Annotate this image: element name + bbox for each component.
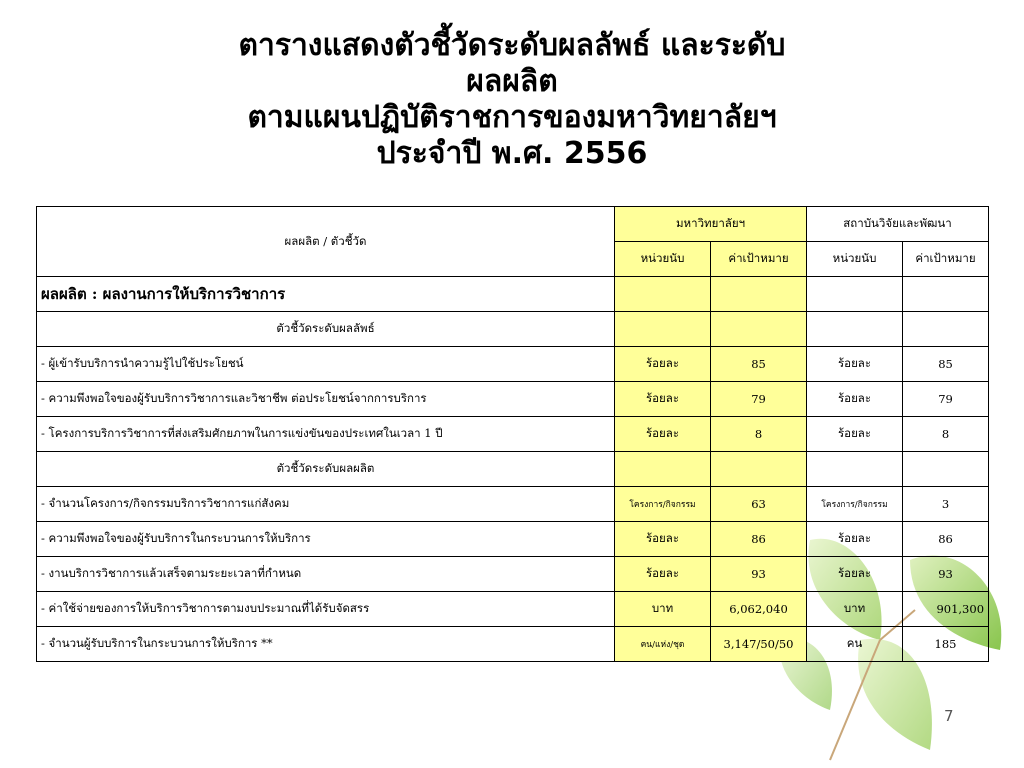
unit-institute: บาท [807,592,903,627]
target-university: 6,062,040 [711,592,807,627]
unit-university: โครงการ/กิจกรรม [615,487,711,522]
table-row [37,417,989,452]
indicator-label: - งานบริการวิชาการแล้วเสร็จตามระยะเวลาที่กำหนด [37,557,615,592]
table-row [37,347,989,382]
unit-university: บาท [615,592,711,627]
unit-institute: ร้อยละ [807,347,903,382]
title-line-4: ประจำปี พ.ศ. 2556 [376,136,648,171]
target-university: 86 [711,522,807,557]
target-institute: 185 [903,627,989,662]
indicator-label: - จำนวนโครงการ/กิจกรรมบริการวิชาการแก่สังคม [37,487,615,522]
target-university: 93 [711,557,807,592]
output-heading: ตัวชี้วัดระดับผลผลิต [37,452,615,487]
unit-institute: ร้อยละ [807,522,903,557]
unit-institute: ร้อยละ [807,557,903,592]
output-heading-row [37,452,989,487]
unit-institute: คน [807,627,903,662]
header-university: มหาวิทยาลัยฯ [615,207,807,242]
indicator-label: - ความพึงพอใจของผู้รับบริการในกระบวนการให้บริการ [37,522,615,557]
plan-table [36,206,989,662]
table-row [37,522,989,557]
header-unit-1: หน่วยนับ [615,242,711,277]
header-target-2: ค่าเป้าหมาย [903,242,989,277]
target-institute: 93 [903,557,989,592]
page-number: 7 [944,707,954,725]
slide-title [0,28,1024,172]
unit-institute: ร้อยละ [807,417,903,452]
target-institute: 901,300 [903,592,989,627]
section-row [37,277,989,312]
title-line-1: ตารางแสดงตัวชี้วัดระดับผลลัพธ์ และระดับ [238,28,786,63]
indicator-label: - จำนวนผู้รับบริการในกระบวนการให้บริการ ** [37,627,615,662]
title-line-3: ตามแผนปฏิบัติราชการของมหาวิทยาลัยฯ [247,100,777,135]
target-institute: 3 [903,487,989,522]
target-university: 85 [711,347,807,382]
target-institute: 8 [903,417,989,452]
section-title: ผลผลิต : ผลงานการให้บริการวิชาการ [37,277,615,312]
target-university: 63 [711,487,807,522]
header-indicator: ผลผลิต / ตัวชี้วัด [37,207,615,277]
indicator-label: - ผู้เข้ารับบริการนำความรู้ไปใช้ประโยชน์ [37,347,615,382]
table-row [37,592,989,627]
unit-university: ร้อยละ [615,417,711,452]
unit-university: ร้อยละ [615,347,711,382]
unit-university: ร้อยละ [615,382,711,417]
table-row [37,487,989,522]
header-institute: สถาบันวิจัยและพัฒนา [807,207,989,242]
target-institute: 79 [903,382,989,417]
unit-university: ร้อยละ [615,522,711,557]
title-line-2: ผลผลิต [466,64,558,99]
indicator-label: - ค่าใช้จ่ายของการให้บริการวิชาการตามงบประมาณที่ได้รับจัดสรร [37,592,615,627]
header-target-1: ค่าเป้าหมาย [711,242,807,277]
unit-institute: ร้อยละ [807,382,903,417]
indicator-label: - ความพึงพอใจของผู้รับบริการวิชาการและวิชาชีพ ต่อประโยชน์จากการบริการ [37,382,615,417]
indicator-label: - โครงการบริการวิชาการที่ส่งเสริมศักยภาพในการแข่งขันของประเทศในเวลา 1 ปี [37,417,615,452]
target-institute: 86 [903,522,989,557]
target-university: 8 [711,417,807,452]
target-university: 3,147/50/50 [711,627,807,662]
unit-institute: โครงการ/กิจกรรม [807,487,903,522]
unit-university: คน/แห่ง/ชุด [615,627,711,662]
unit-university: ร้อยละ [615,557,711,592]
table-row [37,627,989,662]
table-header-row [37,207,989,242]
table-row [37,382,989,417]
table-row [37,557,989,592]
target-university: 79 [711,382,807,417]
target-institute: 85 [903,347,989,382]
header-unit-2: หน่วยนับ [807,242,903,277]
outcome-heading: ตัวชี้วัดระดับผลลัพธ์ [37,312,615,347]
outcome-heading-row [37,312,989,347]
